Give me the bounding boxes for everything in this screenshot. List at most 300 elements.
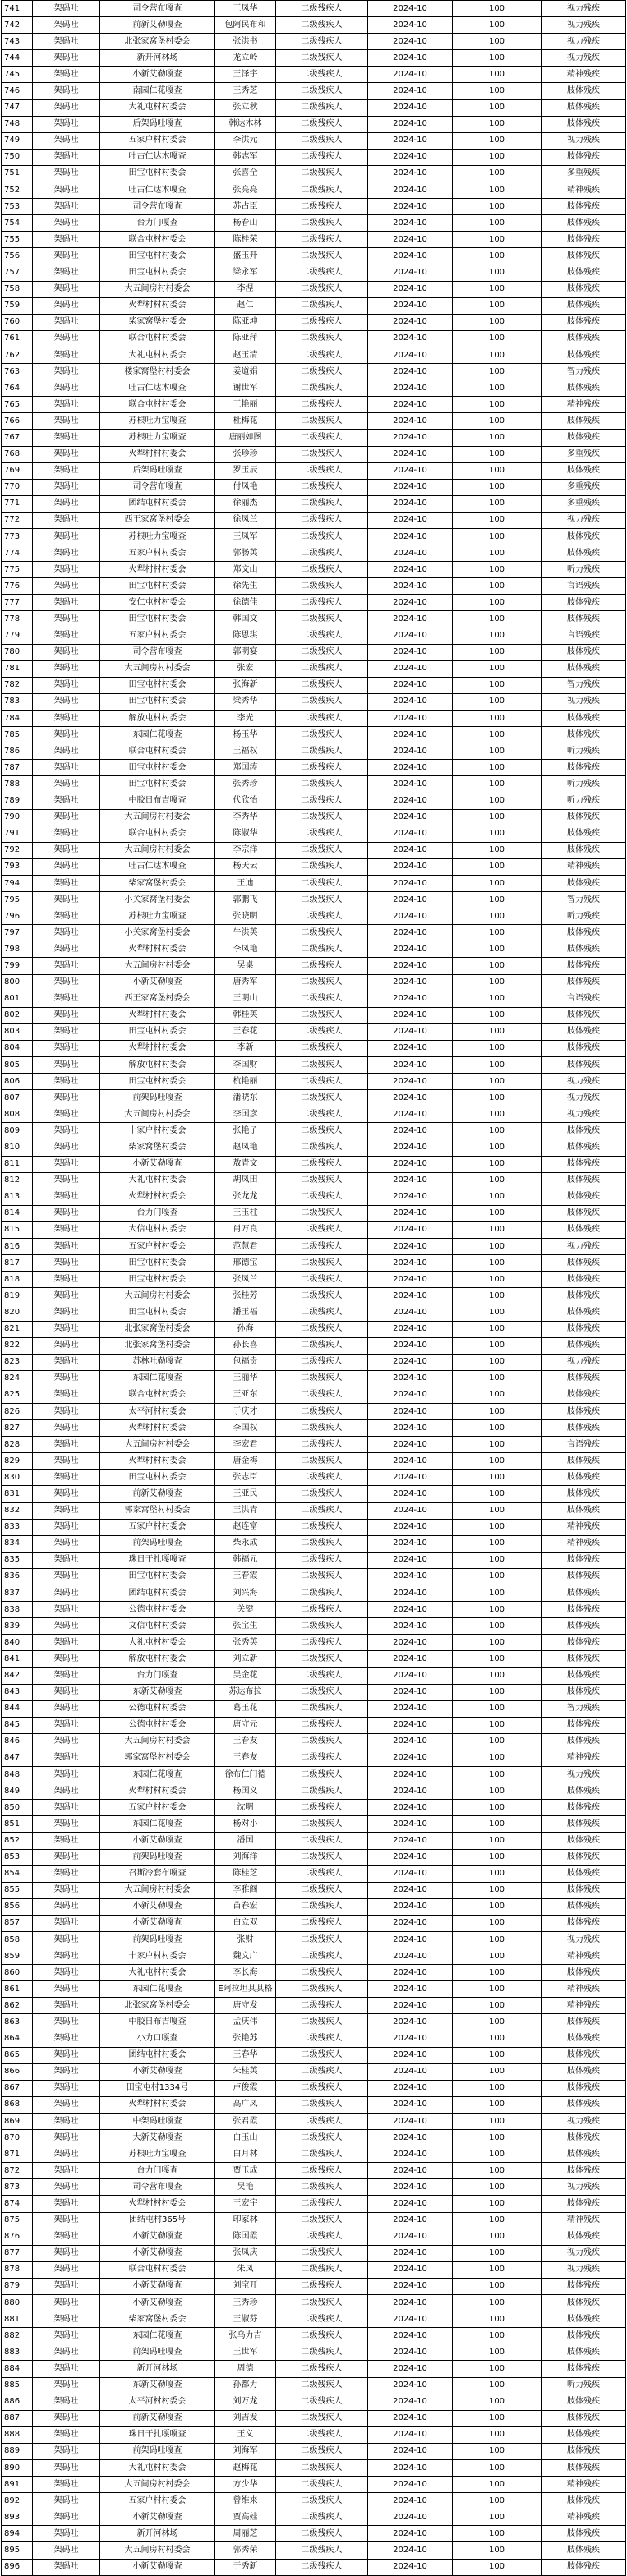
village-committee-cell: 田宝屯村村委会 — [100, 677, 215, 693]
village-committee-cell: 柴家窝堡村委会 — [100, 1139, 215, 1156]
township-cell: 架码吐 — [33, 430, 100, 446]
township-cell: 架码吐 — [33, 1998, 100, 2014]
township-cell: 架码吐 — [33, 1221, 100, 1238]
month-cell: 2024-10 — [368, 2130, 453, 2146]
category-cell: 二级残疾人 — [276, 1981, 368, 1998]
row-number-cell: 844 — [2, 1700, 33, 1717]
disability-type-cell: 多重残疾 — [542, 446, 626, 462]
table-row — [2, 479, 626, 495]
township-cell: 架码吐 — [33, 1470, 100, 1486]
village-committee-cell: 小新艾勒嘎查 — [100, 2063, 215, 2080]
name-cell: 贾玉成 — [215, 2163, 276, 2179]
amount-cell: 100 — [453, 1272, 542, 1288]
township-cell: 架码吐 — [33, 1486, 100, 1502]
month-cell: 2024-10 — [368, 2426, 453, 2443]
township-cell: 架码吐 — [33, 2212, 100, 2229]
table-row — [2, 1272, 626, 1288]
village-committee-cell: 南园仁花嘎查 — [100, 83, 215, 99]
village-committee-cell: 田宝屯村村委会 — [100, 1304, 215, 1321]
name-cell: 吴桌 — [215, 958, 276, 974]
category-cell: 二级残疾人 — [276, 1535, 368, 1552]
township-cell: 架码吐 — [33, 693, 100, 710]
amount-cell: 100 — [453, 925, 542, 941]
village-committee-cell: 苏林吐勒嘎查 — [100, 1354, 215, 1370]
table-row — [2, 67, 626, 83]
disability-type-cell: 肢体残疾 — [542, 1486, 626, 1502]
name-cell: 徐德佳 — [215, 595, 276, 611]
village-committee-cell: 司令营布嘎查 — [100, 199, 215, 215]
township-cell: 架码吐 — [33, 413, 100, 430]
amount-cell: 100 — [453, 1668, 542, 1684]
disability-type-cell: 听力残疾 — [542, 776, 626, 793]
village-committee-cell: 联合屯村村委会 — [100, 743, 215, 760]
row-number-cell: 778 — [2, 611, 33, 628]
table-row — [2, 1668, 626, 1684]
village-committee-cell: 火犁村村村委会 — [100, 941, 215, 958]
amount-cell: 100 — [453, 330, 542, 347]
name-cell: 王玉柱 — [215, 1205, 276, 1221]
month-cell: 2024-10 — [368, 2443, 453, 2459]
table-row — [2, 1239, 626, 1255]
township-cell: 架码吐 — [33, 1255, 100, 1272]
village-committee-cell: 联合屯村村委会 — [100, 2261, 215, 2278]
month-cell: 2024-10 — [368, 1585, 453, 1602]
amount-cell: 100 — [453, 2328, 542, 2344]
name-cell: 孙长喜 — [215, 1337, 276, 1354]
township-cell: 架码吐 — [33, 2426, 100, 2443]
disability-type-cell: 肢体残疾 — [542, 1668, 626, 1684]
month-cell: 2024-10 — [368, 2526, 453, 2542]
amount-cell: 100 — [453, 2542, 542, 2559]
amount-cell: 100 — [453, 2031, 542, 2047]
amount-cell: 100 — [453, 776, 542, 793]
village-committee-cell: 北张家窝堡村委会 — [100, 1321, 215, 1337]
row-number-cell: 826 — [2, 1403, 33, 1419]
name-cell: 张凤兰 — [215, 1272, 276, 1288]
amount-cell: 100 — [453, 397, 542, 413]
month-cell: 2024-10 — [368, 1040, 453, 1056]
category-cell: 二级残疾人 — [276, 2063, 368, 2080]
name-cell: 郑文山 — [215, 562, 276, 578]
table-row — [2, 1750, 626, 1766]
month-cell: 2024-10 — [368, 1733, 453, 1750]
category-cell: 二级残疾人 — [276, 2312, 368, 2328]
disability-type-cell: 精神残疾 — [542, 1948, 626, 1965]
disability-type-cell: 言语残疾 — [542, 578, 626, 595]
disability-type-cell: 肢体残疾 — [542, 660, 626, 677]
name-cell: 龙立岭 — [215, 50, 276, 67]
disability-type-cell: 肢体残疾 — [542, 2443, 626, 2459]
amount-cell: 100 — [453, 1040, 542, 1056]
amount-cell: 100 — [453, 892, 542, 908]
amount-cell: 100 — [453, 1470, 542, 1486]
month-cell: 2024-10 — [368, 2212, 453, 2229]
disability-type-cell: 肢体残疾 — [542, 2394, 626, 2410]
amount-cell: 100 — [453, 2229, 542, 2245]
table-row — [2, 875, 626, 891]
name-cell: 魏文广 — [215, 1948, 276, 1965]
name-cell: 徐丽杰 — [215, 495, 276, 512]
row-number-cell: 881 — [2, 2312, 33, 2328]
month-cell: 2024-10 — [368, 991, 453, 1007]
village-committee-cell: 苏根吐力宝嘎查 — [100, 908, 215, 925]
month-cell: 2024-10 — [368, 347, 453, 363]
village-committee-cell: 司令营布嘎查 — [100, 1, 215, 17]
name-cell: 徐先生 — [215, 578, 276, 595]
row-number-cell: 744 — [2, 50, 33, 67]
table-row — [2, 2493, 626, 2509]
month-cell: 2024-10 — [368, 232, 453, 248]
row-number-cell: 750 — [2, 149, 33, 165]
village-committee-cell: 团结屯村村委会 — [100, 495, 215, 512]
amount-cell: 100 — [453, 1717, 542, 1733]
disability-type-cell: 听力残疾 — [542, 2377, 626, 2394]
township-cell: 架码吐 — [33, 2080, 100, 2096]
disability-type-cell: 精神残疾 — [542, 858, 626, 875]
township-cell: 架码吐 — [33, 2163, 100, 2179]
township-cell: 架码吐 — [33, 67, 100, 83]
category-cell: 二级残疾人 — [276, 1733, 368, 1750]
table-row — [2, 446, 626, 462]
name-cell: 王春霞 — [215, 1568, 276, 1585]
township-cell: 架码吐 — [33, 1965, 100, 1981]
amount-cell: 100 — [453, 1915, 542, 1931]
table-row — [2, 2426, 626, 2443]
table-row — [2, 83, 626, 99]
village-committee-cell: 郭家窝堡村村委会 — [100, 1502, 215, 1519]
table-row — [2, 1502, 626, 1519]
row-number-cell: 795 — [2, 892, 33, 908]
name-cell: 王春友 — [215, 1750, 276, 1766]
category-cell: 二级残疾人 — [276, 1387, 368, 1403]
disability-type-cell: 精神残疾 — [542, 67, 626, 83]
month-cell: 2024-10 — [368, 1387, 453, 1403]
name-cell: 刘万龙 — [215, 2394, 276, 2410]
month-cell: 2024-10 — [368, 1239, 453, 1255]
category-cell: 二级残疾人 — [276, 562, 368, 578]
township-cell: 架码吐 — [33, 925, 100, 941]
village-committee-cell: 田宝屯村村委会 — [100, 1470, 215, 1486]
township-cell: 架码吐 — [33, 595, 100, 611]
township-cell: 架码吐 — [33, 826, 100, 842]
name-cell: 王春友 — [215, 1733, 276, 1750]
township-cell: 架码吐 — [33, 1931, 100, 1948]
table-row — [2, 1783, 626, 1800]
amount-cell: 100 — [453, 991, 542, 1007]
name-cell: 王洪青 — [215, 1502, 276, 1519]
name-cell: 陈亚坤 — [215, 314, 276, 330]
disability-type-cell: 视力残疾 — [542, 1239, 626, 1255]
amount-cell: 100 — [453, 1998, 542, 2014]
township-cell: 架码吐 — [33, 2542, 100, 2559]
category-cell: 二级残疾人 — [276, 1833, 368, 1849]
name-cell: 王亚民 — [215, 1486, 276, 1502]
disability-type-cell: 肢体残疾 — [542, 1833, 626, 1849]
category-cell: 二级残疾人 — [276, 2080, 368, 2096]
name-cell: 谢世军 — [215, 380, 276, 397]
month-cell: 2024-10 — [368, 1800, 453, 1816]
row-number-cell: 743 — [2, 34, 33, 50]
table-row — [2, 974, 626, 991]
category-cell: 二级残疾人 — [276, 1865, 368, 1882]
disability-type-cell: 肢体残疾 — [542, 330, 626, 347]
row-number-cell: 880 — [2, 2295, 33, 2312]
disability-type-cell: 视力残疾 — [542, 34, 626, 50]
disability-type-cell: 肢体残疾 — [542, 958, 626, 974]
township-cell: 架码吐 — [33, 1602, 100, 1618]
amount-cell: 100 — [453, 1024, 542, 1040]
table-row — [2, 2130, 626, 2146]
row-number-cell: 802 — [2, 1007, 33, 1024]
amount-cell: 100 — [453, 1486, 542, 1502]
township-cell: 架码吐 — [33, 2509, 100, 2526]
row-number-cell: 891 — [2, 2477, 33, 2493]
township-cell: 架码吐 — [33, 116, 100, 132]
row-number-cell: 842 — [2, 1668, 33, 1684]
table-row — [2, 529, 626, 545]
name-cell: 唐秀军 — [215, 974, 276, 991]
village-committee-cell: 柴家窝堡村委会 — [100, 875, 215, 891]
category-cell: 二级残疾人 — [276, 2096, 368, 2113]
name-cell: 张乌力吉 — [215, 2328, 276, 2344]
row-number-cell: 749 — [2, 132, 33, 149]
row-number-cell: 775 — [2, 562, 33, 578]
month-cell: 2024-10 — [368, 132, 453, 149]
row-number-cell: 821 — [2, 1321, 33, 1337]
disability-type-cell: 肢体残疾 — [542, 116, 626, 132]
disability-type-cell: 肢体残疾 — [542, 314, 626, 330]
table-row — [2, 512, 626, 528]
row-number-cell: 769 — [2, 462, 33, 479]
village-committee-cell: 台力门嘎查 — [100, 1668, 215, 1684]
table-row — [2, 1767, 626, 1783]
row-number-cell: 886 — [2, 2394, 33, 2410]
township-cell: 架码吐 — [33, 1304, 100, 1321]
row-number-cell: 773 — [2, 529, 33, 545]
row-number-cell: 764 — [2, 380, 33, 397]
month-cell: 2024-10 — [368, 1189, 453, 1205]
disability-type-cell: 智力残疾 — [542, 892, 626, 908]
table-row — [2, 1255, 626, 1272]
table-row — [2, 1833, 626, 1849]
village-committee-cell: 田宝屯村村委会 — [100, 248, 215, 264]
village-committee-cell: 前架码吐嘎查 — [100, 1931, 215, 1948]
table-row — [2, 958, 626, 974]
row-number-cell: 781 — [2, 660, 33, 677]
row-number-cell: 777 — [2, 595, 33, 611]
category-cell: 二级残疾人 — [276, 1668, 368, 1684]
row-number-cell: 859 — [2, 1948, 33, 1965]
amount-cell: 100 — [453, 958, 542, 974]
amount-cell: 100 — [453, 2212, 542, 2229]
table-row — [2, 743, 626, 760]
category-cell: 二级残疾人 — [276, 2295, 368, 2312]
name-cell: 陈思琪 — [215, 628, 276, 644]
disability-type-cell: 精神残疾 — [542, 2477, 626, 2493]
township-cell: 架码吐 — [33, 677, 100, 693]
row-number-cell: 807 — [2, 1090, 33, 1106]
village-committee-cell: 火犁村村村委会 — [100, 1007, 215, 1024]
village-committee-cell: 田宝屯村村委会 — [100, 578, 215, 595]
amount-cell: 100 — [453, 1403, 542, 1419]
table-row — [2, 2410, 626, 2426]
name-cell: 盛玉开 — [215, 248, 276, 264]
month-cell: 2024-10 — [368, 1123, 453, 1139]
township-cell: 架码吐 — [33, 1767, 100, 1783]
amount-cell: 100 — [453, 693, 542, 710]
disability-type-cell: 肢体残疾 — [542, 1453, 626, 1470]
row-number-cell: 834 — [2, 1535, 33, 1552]
name-cell: 王世军 — [215, 2344, 276, 2361]
category-cell: 二级残疾人 — [276, 711, 368, 727]
category-cell: 二级残疾人 — [276, 479, 368, 495]
month-cell: 2024-10 — [368, 34, 453, 50]
township-cell: 架码吐 — [33, 529, 100, 545]
category-cell: 二级残疾人 — [276, 264, 368, 281]
township-cell: 架码吐 — [33, 2014, 100, 2031]
village-committee-cell: 五家户村村委会 — [100, 132, 215, 149]
row-number-cell: 827 — [2, 1420, 33, 1437]
table-row — [2, 2344, 626, 2361]
row-number-cell: 840 — [2, 1635, 33, 1651]
township-cell: 架码吐 — [33, 34, 100, 50]
table-row — [2, 1849, 626, 1865]
category-cell: 二级残疾人 — [276, 1849, 368, 1865]
name-cell: 王福权 — [215, 743, 276, 760]
township-cell: 架码吐 — [33, 2377, 100, 2394]
month-cell: 2024-10 — [368, 215, 453, 232]
category-cell: 二级残疾人 — [276, 974, 368, 991]
name-cell: 刘海军 — [215, 2443, 276, 2459]
name-cell: 张秀珍 — [215, 776, 276, 793]
amount-cell: 100 — [453, 2114, 542, 2130]
category-cell: 二级残疾人 — [276, 1816, 368, 1833]
table-row — [2, 2047, 626, 2063]
township-cell: 架码吐 — [33, 2361, 100, 2377]
township-cell: 架码吐 — [33, 83, 100, 99]
village-committee-cell: 大礼屯村村委会 — [100, 99, 215, 116]
category-cell: 二级残疾人 — [276, 182, 368, 199]
amount-cell: 100 — [453, 760, 542, 776]
disability-type-cell: 多重残疾 — [542, 479, 626, 495]
amount-cell: 100 — [453, 1651, 542, 1668]
table-row — [2, 611, 626, 628]
disability-type-cell: 肢体残疾 — [542, 529, 626, 545]
village-committee-cell: 东新艾勒嘎查 — [100, 2377, 215, 2394]
disability-type-cell: 精神残疾 — [542, 182, 626, 199]
village-committee-cell: 小新艾勒嘎查 — [100, 2509, 215, 2526]
month-cell: 2024-10 — [368, 1750, 453, 1766]
table-row — [2, 842, 626, 858]
name-cell: 赵梅花 — [215, 2459, 276, 2476]
table-row — [2, 1519, 626, 1535]
village-committee-cell: 五家户村村委会 — [100, 628, 215, 644]
table-row — [2, 50, 626, 67]
village-committee-cell: 东园仁花嘎查 — [100, 1981, 215, 1998]
name-cell: 印家林 — [215, 2212, 276, 2229]
township-cell: 架码吐 — [33, 99, 100, 116]
disability-type-cell: 精神残疾 — [542, 1998, 626, 2014]
name-cell: 王凤华 — [215, 1, 276, 17]
amount-cell: 100 — [453, 232, 542, 248]
village-committee-cell: 联合屯村村委会 — [100, 397, 215, 413]
name-cell: 邢德宝 — [215, 1255, 276, 1272]
name-cell: 王秀珍 — [215, 2295, 276, 2312]
amount-cell: 100 — [453, 743, 542, 760]
month-cell: 2024-10 — [368, 1816, 453, 1833]
row-number-cell: 863 — [2, 2014, 33, 2031]
township-cell: 架码吐 — [33, 892, 100, 908]
disability-type-cell: 肢体残疾 — [542, 842, 626, 858]
township-cell: 架码吐 — [33, 2179, 100, 2196]
amount-cell: 100 — [453, 1189, 542, 1205]
disability-type-cell: 智力残疾 — [542, 364, 626, 380]
category-cell: 二级残疾人 — [276, 1568, 368, 1585]
township-cell: 架码吐 — [33, 446, 100, 462]
table-row — [2, 1733, 626, 1750]
name-cell: 胡凤田 — [215, 1172, 276, 1189]
category-cell: 二级残疾人 — [276, 529, 368, 545]
table-row — [2, 1205, 626, 1221]
month-cell: 2024-10 — [368, 1965, 453, 1981]
amount-cell: 100 — [453, 826, 542, 842]
category-cell: 二级残疾人 — [276, 2261, 368, 2278]
township-cell: 架码吐 — [33, 1733, 100, 1750]
row-number-cell: 885 — [2, 2377, 33, 2394]
township-cell: 架码吐 — [33, 578, 100, 595]
row-number-cell: 896 — [2, 2559, 33, 2575]
month-cell: 2024-10 — [368, 2328, 453, 2344]
name-cell: 徐凤兰 — [215, 512, 276, 528]
month-cell: 2024-10 — [368, 1519, 453, 1535]
row-number-cell: 812 — [2, 1172, 33, 1189]
row-number-cell: 823 — [2, 1354, 33, 1370]
township-cell: 架码吐 — [33, 297, 100, 314]
township-cell: 架码吐 — [33, 347, 100, 363]
category-cell: 二级残疾人 — [276, 826, 368, 842]
disability-type-cell: 肢体残疾 — [542, 1898, 626, 1915]
village-committee-cell: 小新艾勒嘎查 — [100, 974, 215, 991]
name-cell: 刘吉发 — [215, 2410, 276, 2426]
village-committee-cell: 团结屯村365号 — [100, 2212, 215, 2229]
village-committee-cell: 苏根吐力宝嘎查 — [100, 2146, 215, 2163]
disability-type-cell: 肢体残疾 — [542, 809, 626, 826]
village-committee-cell: 公德屯村村委会 — [100, 1700, 215, 1717]
disability-type-cell: 肢体残疾 — [542, 1057, 626, 1074]
township-cell: 架码吐 — [33, 149, 100, 165]
category-cell: 二级残疾人 — [276, 1420, 368, 1437]
disability-type-cell: 肢体残疾 — [542, 1156, 626, 1172]
amount-cell: 100 — [453, 941, 542, 958]
row-number-cell: 856 — [2, 1898, 33, 1915]
disability-type-cell: 听力残疾 — [542, 908, 626, 925]
name-cell: 白月林 — [215, 2146, 276, 2163]
disability-type-cell: 肢体残疾 — [542, 595, 626, 611]
row-number-cell: 853 — [2, 1849, 33, 1865]
amount-cell: 100 — [453, 1602, 542, 1618]
category-cell: 二级残疾人 — [276, 578, 368, 595]
name-cell: 张志臣 — [215, 1470, 276, 1486]
month-cell: 2024-10 — [368, 495, 453, 512]
month-cell: 2024-10 — [368, 165, 453, 182]
amount-cell: 100 — [453, 809, 542, 826]
row-number-cell: 791 — [2, 826, 33, 842]
table-row — [2, 1800, 626, 1816]
table-row — [2, 1304, 626, 1321]
name-cell: 张亮亮 — [215, 182, 276, 199]
township-cell: 架码吐 — [33, 2312, 100, 2328]
amount-cell: 100 — [453, 2361, 542, 2377]
